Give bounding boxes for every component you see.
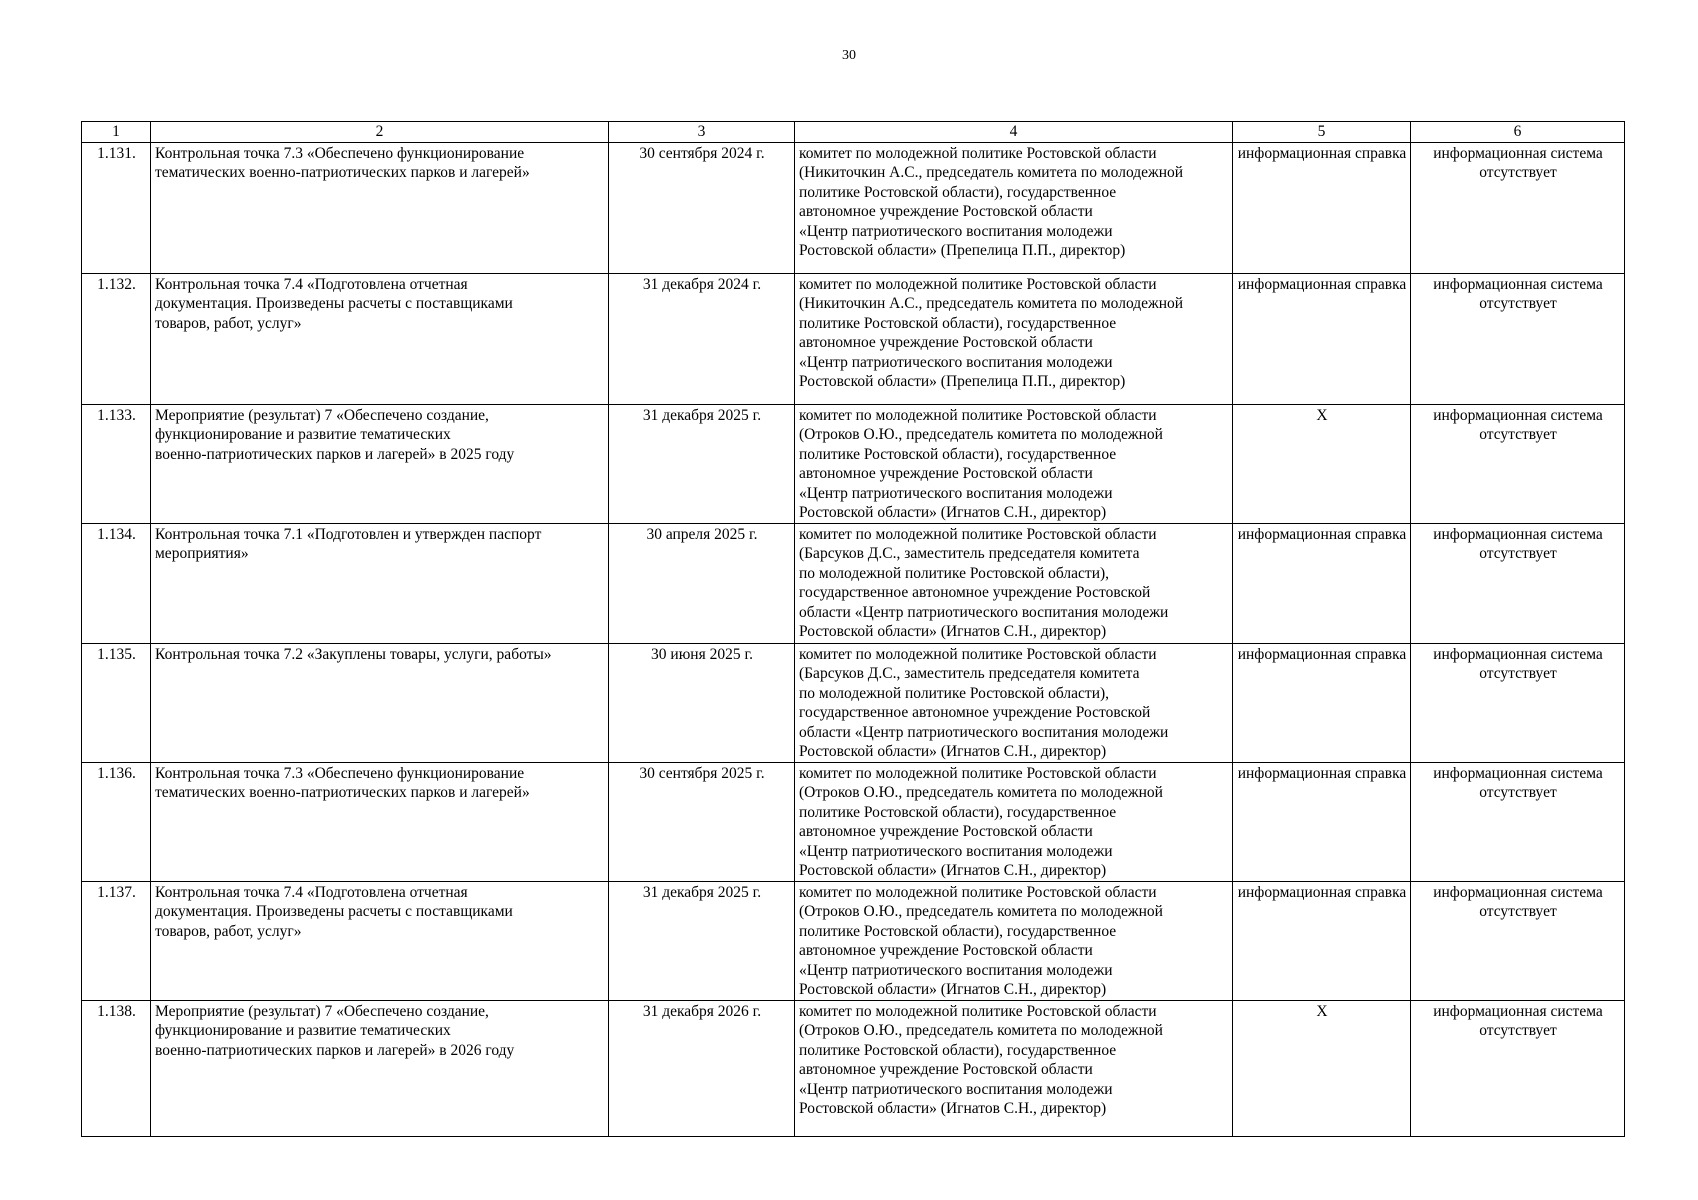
row-number: 1.133. <box>82 405 151 524</box>
row-doc-type: информационная справка <box>1233 524 1411 644</box>
row-number: 1.136. <box>82 763 151 882</box>
row-number: 1.138. <box>82 1001 151 1137</box>
row-number: 1.137. <box>82 882 151 1001</box>
row-responsible: комитет по молодежной политике Ростовской области (Никиточкин А.С., председатель комитета по молодежной политике Ростовской области), государственное автономное учреждение Ростовской области «Центр патриотического воспитания молодежи Ростовской области» (Препелица П.П., директор) <box>795 143 1233 274</box>
row-number: 1.132. <box>82 274 151 405</box>
row-responsible: комитет по молодежной политике Ростовской области (Отроков О.Ю., председатель комитета по молодежной политике Ростовской области), государственное автономное учреждение Ростовской области «Центр патриотического воспитания молодежи Ростовской области» (Игнатов С.Н., директор) <box>795 763 1233 882</box>
table-row <box>82 405 1625 524</box>
row-info-system: информационная система отсутствует <box>1411 524 1625 644</box>
column-header: 4 <box>795 122 1233 143</box>
row-doc-type: информационная справка <box>1233 882 1411 1001</box>
table-row <box>82 882 1625 1001</box>
row-info-system: информационная система отсутствует <box>1411 763 1625 882</box>
row-name: Контрольная точка 7.1 «Подготовлен и утвержден паспорт мероприятия» <box>151 524 609 644</box>
row-number: 1.131. <box>82 143 151 274</box>
column-header: 5 <box>1233 122 1411 143</box>
row-date: 30 июня 2025 г. <box>609 644 795 763</box>
column-header: 6 <box>1411 122 1625 143</box>
table-row <box>82 1001 1625 1137</box>
row-info-system: информационная система отсутствует <box>1411 274 1625 405</box>
row-doc-type: Х <box>1233 1001 1411 1137</box>
table-row <box>82 763 1625 882</box>
row-responsible: комитет по молодежной политике Ростовской области (Отроков О.Ю., председатель комитета по молодежной политике Ростовской области), государственное автономное учреждение Ростовской области «Центр патриотического воспитания молодежи Ростовской области» (Игнатов С.Н., директор) <box>795 405 1233 524</box>
row-name: Мероприятие (результат) 7 «Обеспечено создание, функционирование и развитие тематических военно-патриотических парков и лагерей» в 2025 году <box>151 405 609 524</box>
column-header: 2 <box>151 122 609 143</box>
page-number: 30 <box>842 48 856 63</box>
row-doc-type: информационная справка <box>1233 763 1411 882</box>
row-responsible: комитет по молодежной политике Ростовской области (Отроков О.Ю., председатель комитета по молодежной политике Ростовской области), государственное автономное учреждение Ростовской области «Центр патриотического воспитания молодежи Ростовской области» (Игнатов С.Н., директор) <box>795 1001 1233 1137</box>
row-date: 30 сентября 2025 г. <box>609 763 795 882</box>
row-number: 1.134. <box>82 524 151 644</box>
header-row <box>82 122 1625 143</box>
row-info-system: информационная система отсутствует <box>1411 405 1625 524</box>
row-info-system: информационная система отсутствует <box>1411 143 1625 274</box>
row-name: Мероприятие (результат) 7 «Обеспечено создание, функционирование и развитие тематических военно-патриотических парков и лагерей» в 2026 году <box>151 1001 609 1137</box>
row-name: Контрольная точка 7.4 «Подготовлена отчетная документация. Произведены расчеты с поставщиками товаров, работ, услуг» <box>151 882 609 1001</box>
column-header: 1 <box>82 122 151 143</box>
row-date: 31 декабря 2026 г. <box>609 1001 795 1137</box>
row-responsible: комитет по молодежной политике Ростовской области (Барсуков Д.С., заместитель председателя комитета по молодежной политике Ростовской области), государственное автономное учреждение Ростовской области «Центр патриотического воспитания молодежи Ростовской области» (Игнатов С.Н., директор) <box>795 524 1233 644</box>
column-header: 3 <box>609 122 795 143</box>
row-doc-type: Х <box>1233 405 1411 524</box>
row-info-system: информационная система отсутствует <box>1411 882 1625 1001</box>
row-name: Контрольная точка 7.3 «Обеспечено функционирование тематических военно-патриотических парков и лагерей» <box>151 763 609 882</box>
row-date: 31 декабря 2024 г. <box>609 274 795 405</box>
row-date: 31 декабря 2025 г. <box>609 405 795 524</box>
table-row <box>82 524 1625 644</box>
row-info-system: информационная система отсутствует <box>1411 1001 1625 1137</box>
table-row <box>82 274 1625 405</box>
row-number: 1.135. <box>82 644 151 763</box>
row-info-system: информационная система отсутствует <box>1411 644 1625 763</box>
table-row <box>82 143 1625 274</box>
row-doc-type: информационная справка <box>1233 644 1411 763</box>
row-name: Контрольная точка 7.2 «Закуплены товары, услуги, работы» <box>151 644 609 763</box>
row-responsible: комитет по молодежной политике Ростовской области (Барсуков Д.С., заместитель председателя комитета по молодежной политике Ростовской области), государственное автономное учреждение Ростовской области «Центр патриотического воспитания молодежи Ростовской области» (Игнатов С.Н., директор) <box>795 644 1233 763</box>
row-responsible: комитет по молодежной политике Ростовской области (Отроков О.Ю., председатель комитета по молодежной политике Ростовской области), государственное автономное учреждение Ростовской области «Центр патриотического воспитания молодежи Ростовской области» (Игнатов С.Н., директор) <box>795 882 1233 1001</box>
row-date: 31 декабря 2025 г. <box>609 882 795 1001</box>
row-responsible: комитет по молодежной политике Ростовской области (Никиточкин А.С., председатель комитета по молодежной политике Ростовской области), государственное автономное учреждение Ростовской области «Центр патриотического воспитания молодежи Ростовской области» (Препелица П.П., директор) <box>795 274 1233 405</box>
row-date: 30 апреля 2025 г. <box>609 524 795 644</box>
table-row <box>82 644 1625 763</box>
row-name: Контрольная точка 7.4 «Подготовлена отчетная документация. Произведены расчеты с поставщиками товаров, работ, услуг» <box>151 274 609 405</box>
row-name: Контрольная точка 7.3 «Обеспечено функционирование тематических военно-патриотических парков и лагерей» <box>151 143 609 274</box>
row-doc-type: информационная справка <box>1233 143 1411 274</box>
row-date: 30 сентября 2024 г. <box>609 143 795 274</box>
row-doc-type: информационная справка <box>1233 274 1411 405</box>
plan-table <box>81 121 1625 1137</box>
